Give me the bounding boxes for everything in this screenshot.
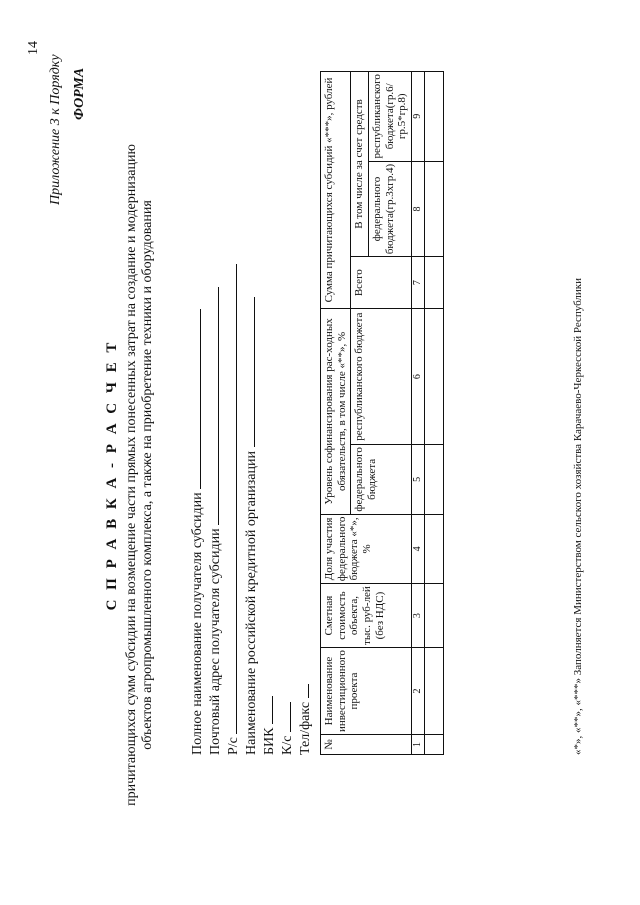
table-header-row-1: [321, 71, 351, 754]
field-bik: [260, 696, 278, 755]
field-label: Тел/факс: [298, 701, 313, 755]
column-number: 5: [411, 445, 424, 514]
fill-line: [278, 702, 291, 732]
header-sum-federal: федерального бюджета(гр.3хгр.4): [368, 161, 411, 256]
header-estimated-cost: Сметная стоимость объекта, тыс. руб-лей (без НДС): [321, 584, 412, 648]
field-correspondent-account: [278, 702, 296, 755]
field-label: Почтовый адрес получателя субсидии: [208, 528, 223, 755]
header-level-republican: республиканского бюджета: [351, 309, 412, 445]
column-number: 1: [411, 735, 424, 755]
document-title: С П Р А В К А - Р А С Ч Е Т: [104, 339, 120, 611]
table-cell[interactable]: [424, 161, 443, 256]
field-label: Полное наименование получателя субсидии: [190, 492, 205, 755]
table-cell[interactable]: [424, 71, 443, 161]
document-subtitle-line-1: причитающихся сумм субсидии на возмещение части прямых понесенных затрат на создание и модернизацию: [124, 144, 139, 806]
header-subsidy-sum: Сумма причитающихся субсидий «***», рублей: [321, 71, 351, 308]
column-number: 2: [411, 648, 424, 735]
footnote: «*», «**», «***» Заполняется Министерством сельского хозяйства Карачаево-Черкесской Республики: [572, 277, 584, 755]
table-column-numbers: [411, 71, 424, 754]
header-sum-total: Всего: [351, 257, 412, 309]
table-cell[interactable]: [424, 257, 443, 309]
fill-line: [188, 309, 201, 489]
header-project-name: Наименование инвестиционного проекта: [321, 648, 412, 735]
column-number: 6: [411, 309, 424, 445]
field-label: Р/с: [226, 737, 241, 755]
subsidy-table: [320, 71, 444, 755]
document-subtitle-line-2: объектов агропромышленного комплекса, а также на приобретение техники и оборудования: [140, 200, 155, 750]
fill-line: [260, 696, 273, 724]
page-number: 14: [26, 41, 41, 55]
fill-line: [206, 287, 219, 525]
column-number: 3: [411, 584, 424, 648]
header-sum-including: В том числе за счет средств: [351, 71, 369, 256]
appendix-reference: Приложение 3 к Порядку: [48, 54, 63, 205]
field-account: [224, 264, 242, 755]
field-label: Наименование российской кредитной организации: [244, 451, 259, 755]
table-cell[interactable]: [424, 648, 443, 735]
form-label: ФОРМА: [72, 67, 87, 120]
header-level-federal: федерального бюджета: [351, 445, 412, 514]
table-cell[interactable]: [424, 309, 443, 445]
table-cell[interactable]: [424, 514, 443, 583]
header-cofinancing-level: Уровень софинансирования рас-ходных обязательств, в том числе «**», %: [321, 309, 351, 514]
field-full-name: [188, 309, 206, 755]
table-cell[interactable]: [424, 735, 443, 755]
column-number: 9: [411, 71, 424, 161]
field-bank-name: [242, 298, 260, 756]
table-row: [424, 71, 443, 754]
fill-line: [224, 264, 237, 734]
column-number: 4: [411, 514, 424, 583]
header-sum-republican: республиканского бюджета(гр.6/гр.5*гр.8): [368, 71, 411, 161]
field-phone-fax: [296, 684, 314, 755]
column-number: 8: [411, 161, 424, 256]
fill-line: [242, 298, 255, 448]
header-federal-share: Доля участия федерального бюджета «*», %: [321, 514, 412, 583]
field-label: К/с: [280, 735, 295, 755]
fill-line: [296, 684, 309, 698]
header-number: №: [321, 735, 412, 755]
field-label: БИК: [262, 727, 277, 755]
column-number: 7: [411, 257, 424, 309]
field-postal-address: [206, 287, 224, 755]
table-cell[interactable]: [424, 584, 443, 648]
table-cell[interactable]: [424, 445, 443, 514]
